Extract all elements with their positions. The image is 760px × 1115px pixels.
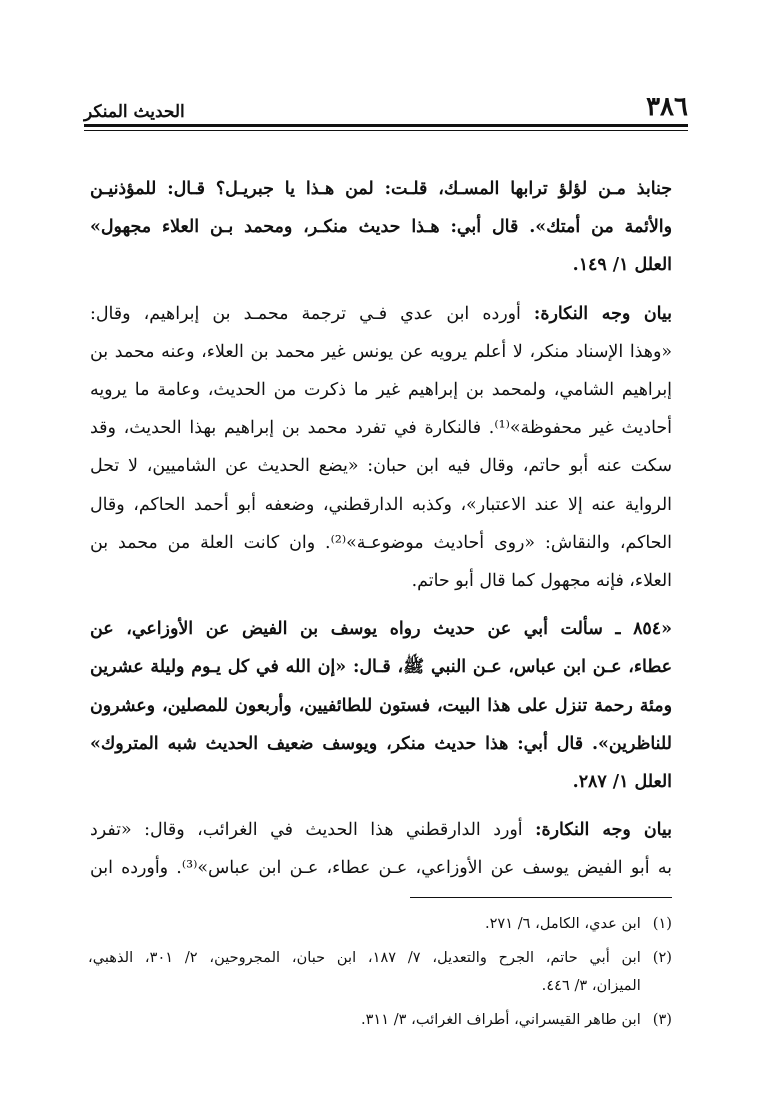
footnote-number: (٣) [652, 1011, 672, 1028]
text-run: أورد الدارقطني هذا الحديث في الغرائب، وقال: «تفرد [90, 820, 523, 841]
paragraph-hadith-854 [90, 610, 672, 801]
lead-label: بيان وجه النكارة: [533, 303, 672, 324]
text-line: ومئة رحمة تنزل على هذا البيت، فستون للطائفيين، وأربعون للمصلين، وعشرون [90, 695, 672, 716]
text-line: جنابذ مـن لؤلؤ ترابها المسـك، قلـت: لمن هـذا يا جبريـل؟ قـال: للمؤذنيـن [90, 179, 672, 199]
text-line: الرواية عنه إلا عند الاعتبار»، وكذبه الدارقطني، وضعفه أبو أحمد الحاكم، وقال [90, 494, 672, 515]
text-run: أورده ابن عدي فـي ترجمة محمـد بن إبراهيم، وقال: [90, 303, 521, 324]
page-header [84, 88, 688, 122]
footnote-number: (١) [652, 915, 672, 932]
text-line: إبراهيم الشامي، ولمحمد بن إبراهيم غير ما ذكرت من الحديث، وعامة ما يرويه [90, 380, 672, 401]
footnote-rule [410, 897, 672, 898]
footnote-line: ابن عدي، الكامل، ٦/ ٢٧١. [484, 915, 641, 932]
header-rule [84, 124, 688, 127]
footnote-text [88, 1006, 641, 1034]
text-line: أحاديث غير محفوظة»⁽¹⁾. فالنكارة في تفرد محمد بن إبراهيم بهذا الحديث، وقد [90, 418, 672, 439]
text-line [90, 295, 672, 333]
text-line: العلاء، فإنه مجهول كما قال أبو حاتم. [411, 571, 672, 592]
lead-label: بيان وجه النكارة: [535, 820, 672, 841]
text-line [90, 811, 672, 849]
footnotes [88, 910, 672, 1040]
text-line: «وهذا الإسناد منكر، لا أعلم يرويه عن يونس غير محمد بن العلاء، وعنه محمد بن [90, 341, 672, 362]
paragraph-explanation-853 [90, 295, 672, 601]
text-line: الحاكم، والنقاش: «روى أحاديث موضوعـة»⁽²⁾. وان كانت العلة من محمد بن [90, 532, 672, 553]
footnote-1 [88, 910, 672, 938]
page-number: ٣٨٦ [646, 92, 688, 122]
footnote-3 [88, 1006, 672, 1034]
text-line: «٨٥٤ ـ سألت أبي عن حديث رواه يوسف بن الفيض عن الأوزاعي، عن [90, 619, 672, 640]
text-line: العلل ١/ ١٤٩. [572, 255, 672, 276]
running-title: الحديث المنكر [84, 102, 185, 122]
text-line: والأئمة من أمتك». قال أبي: هـذا حديث منكـر، ومحمد بـن العلاء مجهول» [90, 217, 672, 238]
footnote-2 [88, 944, 672, 1000]
paragraph-explanation-854 [90, 811, 672, 887]
text-line: للناظرين». قال أبي: هذا حديث منكر، ويوسف ضعيف الحديث شبه المتروك» [90, 733, 672, 754]
footnote-number: (٢) [652, 949, 672, 966]
text-line: عطاء، عـن ابن عباس، عـن النبي ﷺ، قـال: «إن الله في كل يـوم وليلة عشرين [90, 657, 672, 678]
text-line: سكت عنه أبو حاتم، وقال فيه ابن حبان: «يضع الحديث عن الشاميين، لا تحل [90, 456, 672, 477]
footnote-text [88, 944, 641, 1000]
footnote-line: ابن طاهر القيسراني، أطراف الغرائب، ٣/ ٣١١. [360, 1011, 641, 1028]
header-rule-thin [84, 130, 688, 131]
text-line: به أبو الفيض يوسف عن الأوزاعي، عـن عطاء، عـن ابن عباس»⁽³⁾. وأورده ابن [90, 858, 672, 879]
text-line: العلل ١/ ٢٨٧. [572, 772, 672, 793]
footnote-line: ابن أبي حاتم، الجرح والتعديل، ٧/ ١٨٧، ابن حبان، المجروحين، ٢/ ٣٠١، الذهبي، [88, 949, 641, 966]
page-body [90, 170, 672, 888]
footnote-line: الميزان، ٣/ ٤٤٦. [541, 977, 641, 994]
paragraph-hadith-853-end [90, 170, 672, 285]
footnote-text [88, 910, 641, 938]
